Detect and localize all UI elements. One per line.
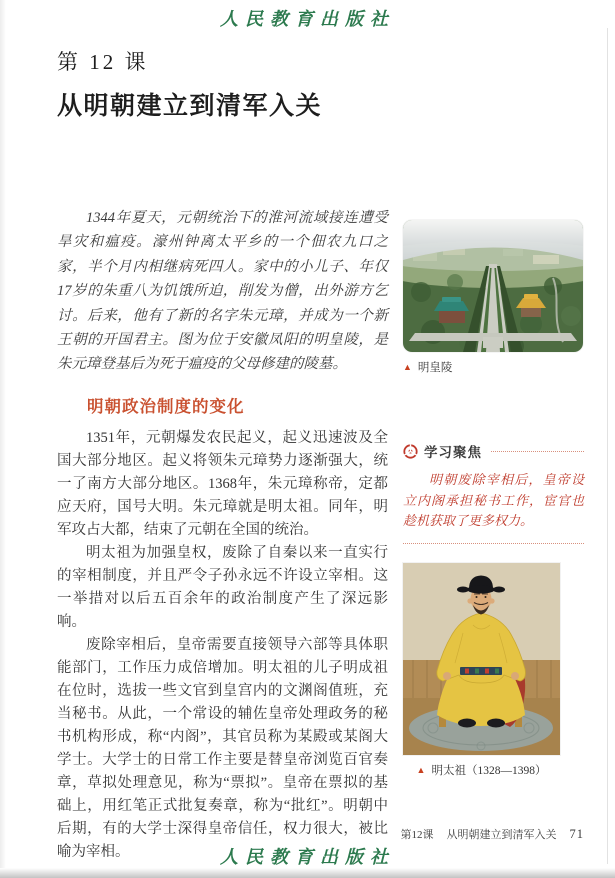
- learning-focus-title: 学习聚焦: [424, 445, 482, 460]
- page-edge-left: [0, 0, 6, 868]
- portrait-caption: [403, 762, 560, 778]
- ming-taizu-portrait: [403, 563, 560, 755]
- body-paragraph-3: 废除宰相后，皇帝需要直接领导六部等具体职能部门，工作压力成倍增加。明太祖的儿子明成祖在位时，选拔一些文官到皇宫内的文渊阁值班，充当秘书。从此，一个常设的辅佐皇帝处理政务的秘书机构形成，称“内阁”，其官员称为某殿或某阁大学士。大学士的日常工作主要是替皇帝浏览百官奏章，草拟处理意见，称为“票拟”。皇帝在票拟的基础上，用红笔正式批复奏章，称为“批红”。明朝中后期，有的大学士深得皇帝信任，权力很大，被比喻为宰相。: [57, 636, 388, 860]
- page-number: 71: [569, 827, 584, 841]
- publisher-logo-top: 人民教育出版社: [220, 9, 395, 29]
- tomb-caption: [403, 359, 583, 375]
- footer-lesson-label: 第12课: [400, 829, 434, 841]
- page-edge-bottom: [0, 868, 615, 878]
- tomb-caption-text: 明皇陵: [417, 362, 453, 374]
- page-title: 从明朝建立到清军入关: [57, 93, 323, 120]
- main-text-column: [57, 206, 388, 864]
- footer-lesson-title: 从明朝建立到清军入关: [446, 829, 557, 841]
- focus-target-icon: [403, 444, 418, 459]
- portrait-caption-text: 明太祖（1328—1398）: [431, 765, 547, 777]
- lesson-title-block: [57, 46, 322, 122]
- learning-focus-text: 明朝废除宰相后，皇帝设立内阁承担秘书工作，宦官也趁机获取了更多权力。: [403, 470, 584, 544]
- caption-triangle-icon: ▲: [403, 361, 412, 372]
- section-heading: 明朝政治制度的变化: [87, 397, 245, 416]
- figure-ming-taizu: [403, 563, 560, 778]
- caption-triangle-icon: ▲: [416, 764, 426, 775]
- body-paragraph-2: 明太祖为加强皇权，废除了自秦以来一直实行的宰相制度，并且严令子孙永远不许设立宰相。这一举措对以后五百余年的政治制度产生了深远影响。: [57, 544, 388, 630]
- intro-paragraph: 1344年夏天，元朝统治下的淮河流域接连遭受旱灾和瘟疫。濠州钟离太平乡的一个佃农九口之家，半个月内相继病死四人。家中的小儿子、年仅17岁的朱重八为饥饿所迫，削发为僧，出外游方乞讨。后来，他有了新的名字朱元璋，并成为一个新王朝的开国君主。图为位于安徽凤阳的明皇陵，是朱元璋登基后为死于瘟疫的父母修建的陵墓。: [57, 210, 388, 373]
- publisher-logo-bottom: 人民教育出版社: [220, 847, 395, 867]
- lesson-number: 第 12 课: [57, 50, 149, 74]
- ming-taizu-illustration: [403, 563, 560, 755]
- learning-focus-box: [403, 441, 584, 544]
- running-footer: [401, 826, 585, 842]
- ming-huangling-photo: [403, 220, 583, 352]
- page-edge-right: [607, 28, 608, 864]
- body-paragraph-1: 1351年，元朝爆发农民起义，起义迅速波及全国大部分地区。起义将领朱元璋势力逐渐强大，统一了南方大部分地区。1368年，朱元璋称帝，定都应天府，国号大明。朱元璋就是明太祖。同年，明军攻占大都，结束了元朝在全国的统治。: [57, 429, 388, 538]
- dotted-rule: [491, 451, 584, 452]
- ming-huangling-illustration: [403, 220, 583, 352]
- learning-focus-header: [403, 441, 584, 461]
- figure-ming-huangling: [403, 220, 583, 375]
